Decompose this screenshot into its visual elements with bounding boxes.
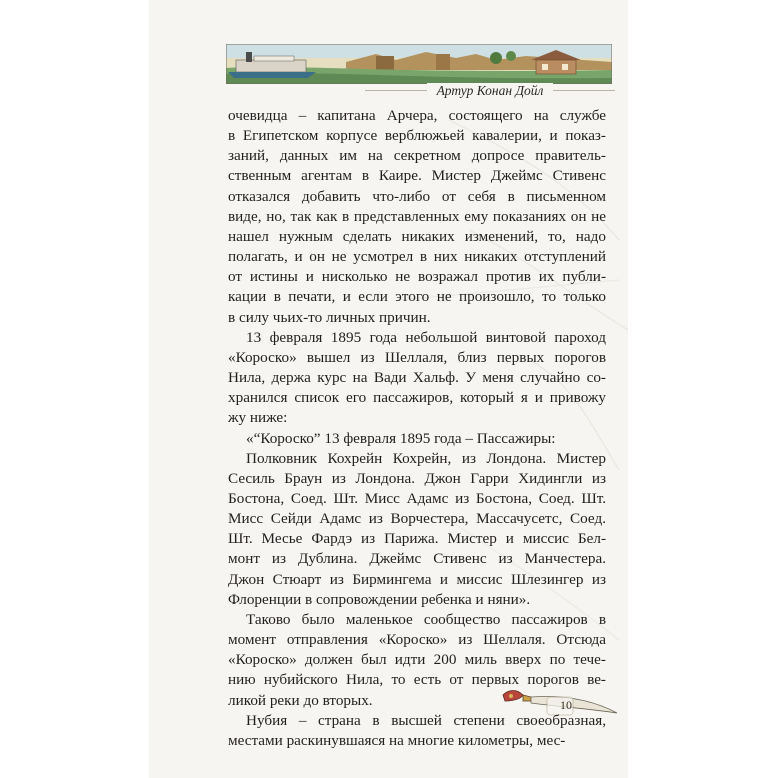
text-line: Нубия – страна в высшей степени своеобразная,	[246, 711, 606, 729]
text-line: Сесиль Браун из Лондона. Джон Гарри Хидингли из	[228, 469, 606, 487]
text-line: местами раскинувшаяся на многие километры, мес-	[228, 731, 566, 749]
text-line: Таково было маленькое сообщество пассажиров в	[246, 610, 606, 628]
text-line: «“Короско” 13 февраля 1895 года – Пассажиры:	[246, 429, 556, 447]
text-line: отказался добавить что-либо от себя в письменном	[228, 187, 606, 205]
text-line: Полковник Кохрейн Кохрейн, из Лондона. Мистер	[246, 449, 606, 467]
text-line: Нила, держа курс на Вади Хальф. У меня случайно со-	[228, 369, 606, 387]
text-line: Мисс Сейди Адамс из Ворчестера, Массачусетс, Соед.	[228, 510, 606, 528]
text-line: Бостона, Соед. Шт. Мисс Адамс из Бостона, Соед. Шт.	[228, 489, 606, 507]
text-line: «Короско» должен был идти 200 миль вверх по тече-	[228, 651, 606, 669]
text-line: в Египетском корпусе верблюжьей кавалерии, и показ-	[228, 127, 606, 145]
header-landscape-illustration	[226, 44, 612, 84]
text-line: в силу чьих-то личных причин.	[228, 308, 431, 326]
text-line: момент отправления «Короско» из Шеллаля. Отсюда	[228, 631, 606, 649]
text-line: «Короско» вышел из Шеллаля, близ первых порогов	[228, 348, 606, 366]
text-line: ликой реки до вторых.	[228, 691, 373, 709]
author-name: Артур Конан Дойл	[427, 83, 554, 99]
text-line: ственным агентам в Каире. Мистер Джеймс Стивенс	[228, 167, 606, 185]
text-line: очевидца – капитана Арчера, состоящего на службе	[228, 107, 606, 124]
text-line: монт из Дублина. Джеймс Стивенс из Манчестера.	[228, 550, 606, 568]
text-line: Флоренции в сопровождении ребенка и няни».	[228, 590, 531, 608]
running-header-author	[365, 80, 615, 102]
text-line: кации в печати, и если этого не произошло, то только	[228, 288, 606, 306]
text-line: полагать, и он не усмотрел в них никаких отступлений	[228, 248, 606, 266]
text-line: Шт. Месье Фардэ из Парижа. Мистер и миссис Бел-	[228, 530, 606, 548]
text-line: нию нубийского Нила, то есть от первых порогов ве-	[228, 671, 606, 689]
text-line: виде, но, так как в представленных ему показаниях он не	[228, 207, 606, 225]
text-line: жу ниже:	[228, 409, 288, 427]
body-text	[228, 106, 606, 751]
page-number: 10	[560, 698, 572, 712]
text-line: Джон Стюарт из Бирмингема и миссис Шлезингер из	[228, 570, 606, 588]
text-line: нашел нужным сделать никаких изменений, то, надо	[228, 227, 606, 245]
text-line: от истины и нисколько не возражал против их публи-	[228, 268, 606, 286]
text-line: 13 февраля 1895 года небольшой винтовой пароход	[246, 328, 606, 346]
text-line: хранился список его пассажиров, который я и привожу	[228, 389, 606, 407]
text-line: заний, данных им на секретном допросе правитель-	[228, 147, 606, 165]
